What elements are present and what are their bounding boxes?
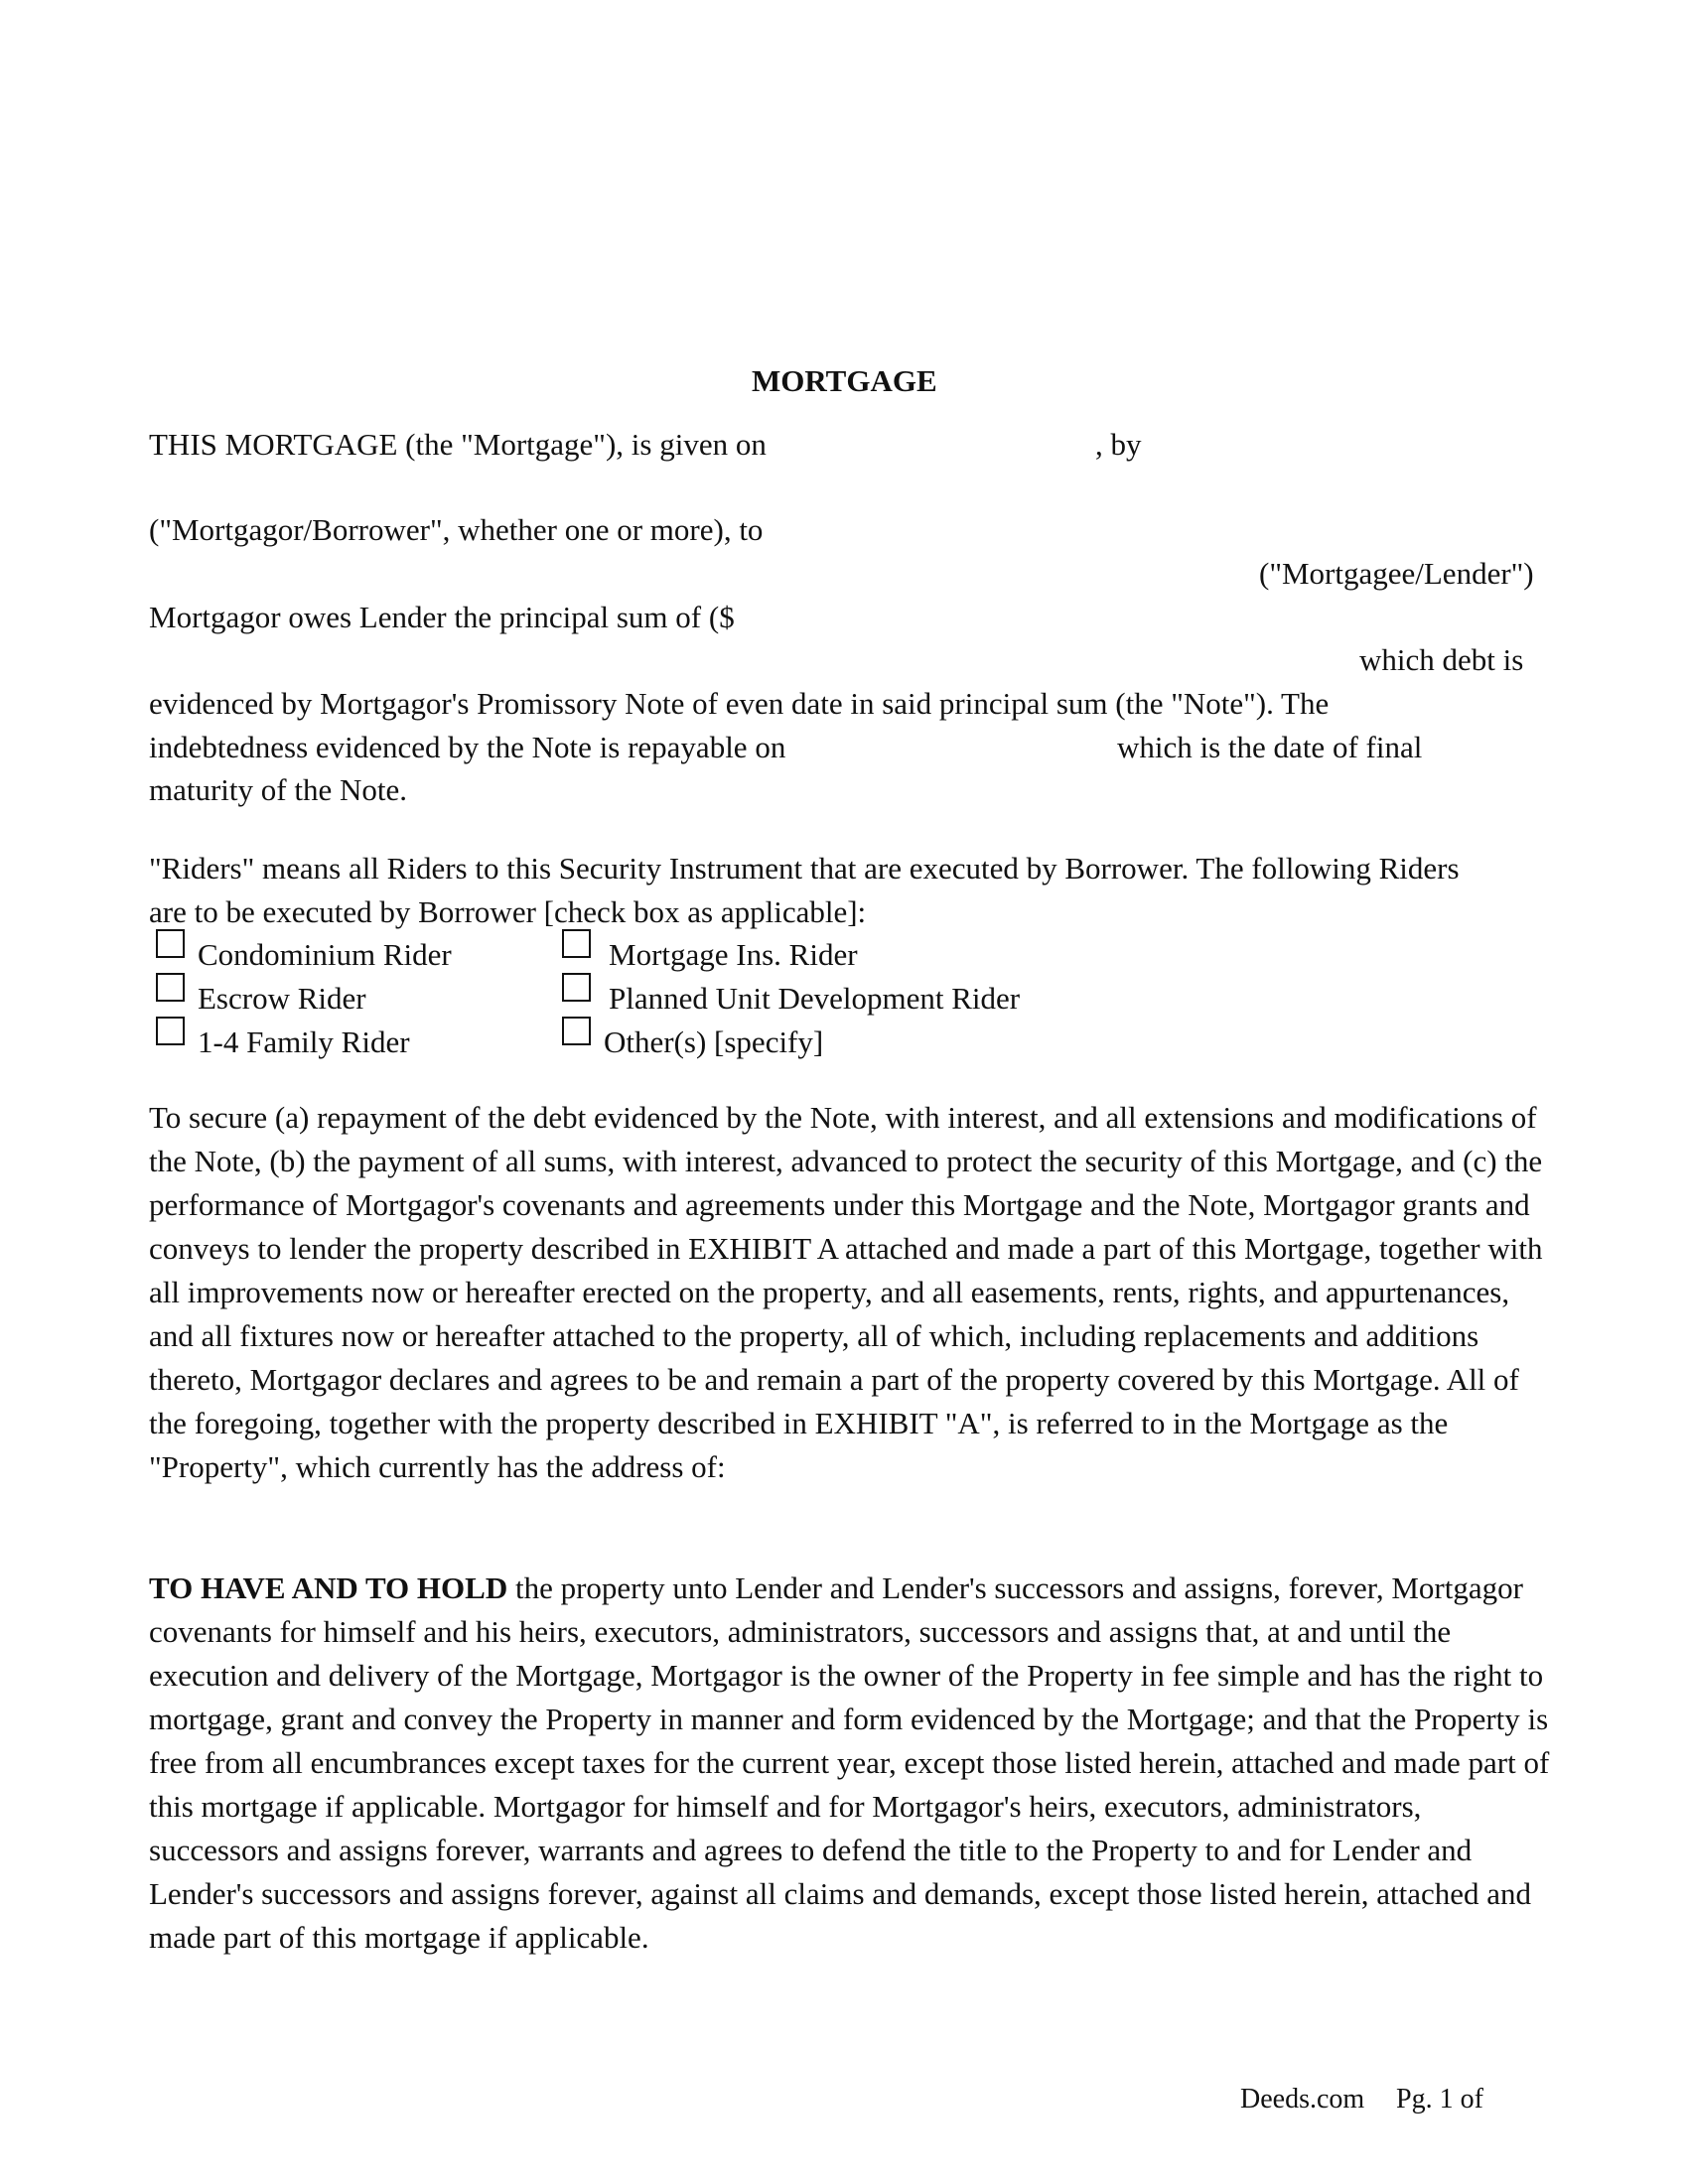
intro-line-by: , by bbox=[1095, 427, 1142, 462]
mortgage-ins-rider-label: Mortgage Ins. Rider bbox=[609, 937, 858, 972]
other-rider-checkbox[interactable] bbox=[562, 1017, 591, 1045]
intro-line-final-date: which is the date of final bbox=[1117, 730, 1423, 764]
family-rider-checkbox[interactable] bbox=[156, 1017, 185, 1045]
riders-line-1: "Riders" means all Riders to this Security Instrument that are executed by Borrower. The following Riders bbox=[149, 851, 1460, 886]
habendum-paragraph bbox=[149, 1567, 1559, 1960]
other-rider-label: Other(s) [specify] bbox=[604, 1024, 824, 1059]
pud-rider-checkbox[interactable] bbox=[562, 973, 591, 1002]
secure-paragraph: To secure (a) repayment of the debt evidenced by the Note, with interest, and all extensions and modifications of the Note, (b) the payment of all sums, with interest, advanced to protect the security of this Mortgage, and (c) the performance of Mortgagor's covenants and agreements under this Mortgage and the Note, Mortgagor grants and conveys to lender the property described in EXHIBIT A attached and made a part of this Mortgage, together with all improvements now or hereafter erected on the property, and all easements, rents, rights, and appurtenances, and all fixtures now or hereafter attached to the property, all of which, including replacements and additions thereto, Mortgagor declares and agrees to be and remain a part of the property covered by this Mortgage. All of the foregoing, together with the property described in EXHIBIT "A", is referred to in the Mortgage as the "Property", which currently has the address of: bbox=[149, 1100, 1543, 1484]
habendum-text: the property unto Lender and Lender's successors and assigns, forever, Mortgagor covenants for himself and his heirs, executors, administrators, successors and assigns that, at and until the execution and delivery of the Mortgage, Mortgagor is the owner of the Property in fee simple and has the right to mortgage, grant and convey the Property in manner and form evidenced by the Mortgage; and that the Property is free from all encumbrances except taxes for the current year, except those listed herein, attached and made part of this mortgage if applicable. Mortgagor for himself and for Mortgagor's heirs, executors, administrators, successors and assigns forever, warrants and agrees to defend the title to the Property to and for Lender and Lender's successors and assigns forever, against all claims and demands, except those listed herein, attached and made part of this mortgage if applicable. bbox=[149, 1570, 1550, 1955]
document-title: MORTGAGE bbox=[752, 363, 937, 398]
intro-line-repayable: indebtedness evidenced by the Note is repayable on bbox=[149, 730, 786, 764]
riders-line-2: are to be executed by Borrower [check box as applicable]: bbox=[149, 894, 867, 929]
habendum-lead: TO HAVE AND TO HOLD bbox=[149, 1570, 508, 1605]
mortgage-ins-rider-checkbox[interactable] bbox=[562, 929, 591, 958]
intro-line-date: THIS MORTGAGE (the "Mortgage"), is given on bbox=[149, 427, 767, 462]
intro-line-note: evidenced by Mortgagor's Promissory Note of even date in said principal sum (the "Note"). The bbox=[149, 686, 1330, 721]
footer-site: Deeds.com bbox=[1240, 2084, 1365, 2115]
escrow-rider-checkbox[interactable] bbox=[156, 973, 185, 1002]
intro-line-maturity: maturity of the Note. bbox=[149, 772, 407, 807]
footer-page-number: Pg. 1 of bbox=[1396, 2084, 1483, 2115]
intro-line-mortgagee: ("Mortgagee/Lender") bbox=[1259, 556, 1534, 591]
pud-rider-label: Planned Unit Development Rider bbox=[609, 981, 1021, 1016]
intro-line-mortgagor: ("Mortgagor/Borrower", whether one or more), to bbox=[149, 512, 764, 547]
intro-line-which-debt: which debt is bbox=[1359, 642, 1524, 677]
escrow-rider-label: Escrow Rider bbox=[198, 981, 366, 1016]
condominium-rider-checkbox[interactable] bbox=[156, 929, 185, 958]
intro-line-principal: Mortgagor owes Lender the principal sum of ($ bbox=[149, 600, 735, 634]
condominium-rider-label: Condominium Rider bbox=[198, 937, 452, 972]
family-rider-label: 1-4 Family Rider bbox=[198, 1024, 410, 1059]
